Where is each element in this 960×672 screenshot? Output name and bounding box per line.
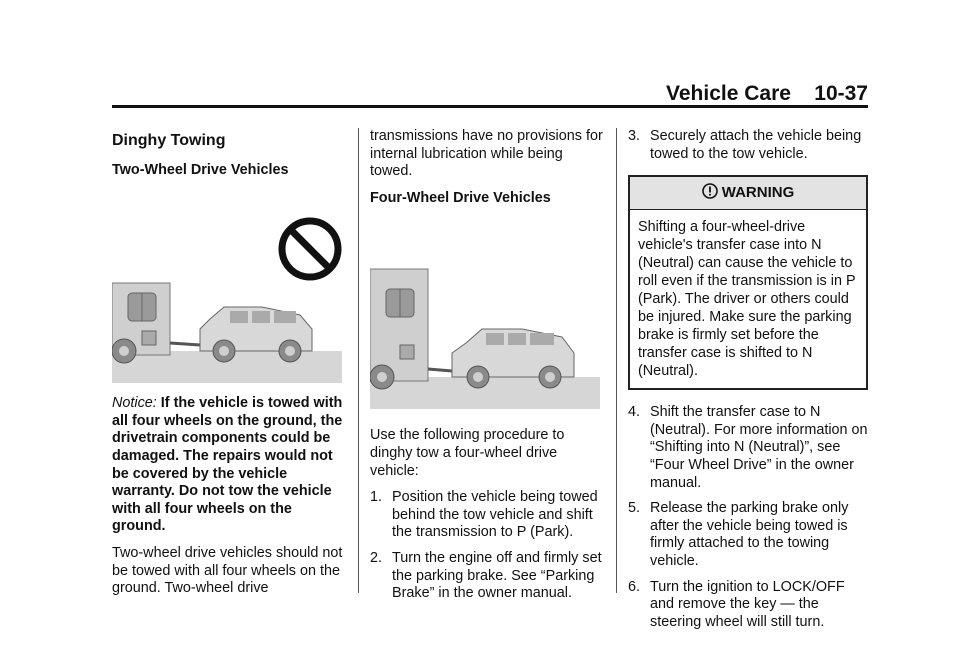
header-section: Vehicle Care (666, 82, 791, 105)
towing-illustration-2wd (112, 203, 342, 383)
column-3 (628, 128, 868, 639)
procedure-steps-4-6 (628, 404, 868, 631)
step-2: 2. Turn the engine off and firmly set the parking brake. See “Parking Brake” in the owner manual. (370, 549, 602, 602)
step-4: 4. Shift the transfer case to N (Neutral). For more information on “Shifting into N (Neutral)”, see “Four Wheel Drive” in the owner manual. (628, 404, 868, 491)
header-rule (112, 105, 868, 108)
figure-two-wheel-towing (112, 203, 342, 383)
column-separator-1 (358, 128, 359, 593)
notice-text: If the vehicle is towed with all four wheels on the ground, the drivetrain components could be damaged. The repairs would not be covered by the vehicle warranty. Do not tow the vehicle with all four wheels on the ground. (112, 395, 343, 535)
figure-four-wheel-towing (370, 233, 600, 409)
header-title (666, 82, 868, 106)
warning-icon (702, 183, 718, 204)
warning-text: Shifting a four-wheel-drive vehicle's transfer case into N (Neutral) can cause the vehicle to roll even if the transmission is in P (Park). The driver or others could be injured. Make sure the parking brake is firmly set before the transfer case is shifted to N (Neutral). (638, 219, 856, 380)
notice (112, 395, 348, 536)
procedure-steps-1-2 (370, 489, 606, 603)
step-1: 1. Position the vehicle being towed behind the tow vehicle and shift the transmission to P (Park). (370, 489, 598, 541)
step-3: 3. Securely attach the vehicle being towed to the tow vehicle. (628, 128, 862, 162)
body-continued: transmissions have no provisions for internal lubrication while being towed. (370, 128, 603, 180)
warning-title: WARNING (721, 184, 795, 202)
warning-box (628, 175, 868, 390)
header-page-number: 10-37 (814, 82, 868, 105)
body-two-wheel: Two-wheel drive vehicles should not be towed with all four wheels on the ground. Two-wheel drive (112, 544, 343, 597)
subsection-title-two-wheel: Two-Wheel Drive Vehicles (112, 161, 289, 178)
warning-header (630, 177, 866, 210)
subsection-title-four-wheel: Four-Wheel Drive Vehicles (370, 189, 551, 206)
column-1 (112, 128, 348, 607)
procedure-step-3 (628, 128, 868, 163)
towing-illustration-4wd (370, 233, 600, 409)
section-title: Dinghy Towing (112, 132, 226, 149)
column-2 (370, 128, 606, 611)
step-5: 5. Release the parking brake only after the vehicle being towed is firmly attached to the towing vehicle. (628, 500, 849, 569)
procedure-intro: Use the following procedure to dinghy tow a four-wheel drive vehicle: (370, 427, 565, 479)
notice-label: Notice: (112, 395, 157, 412)
column-separator-2 (616, 128, 617, 593)
page-header (112, 82, 868, 106)
prohibited-icon (282, 221, 338, 277)
step-6: 6. Turn the ignition to LOCK/OFF and remove the key — the steering wheel will still turn. (628, 578, 845, 630)
